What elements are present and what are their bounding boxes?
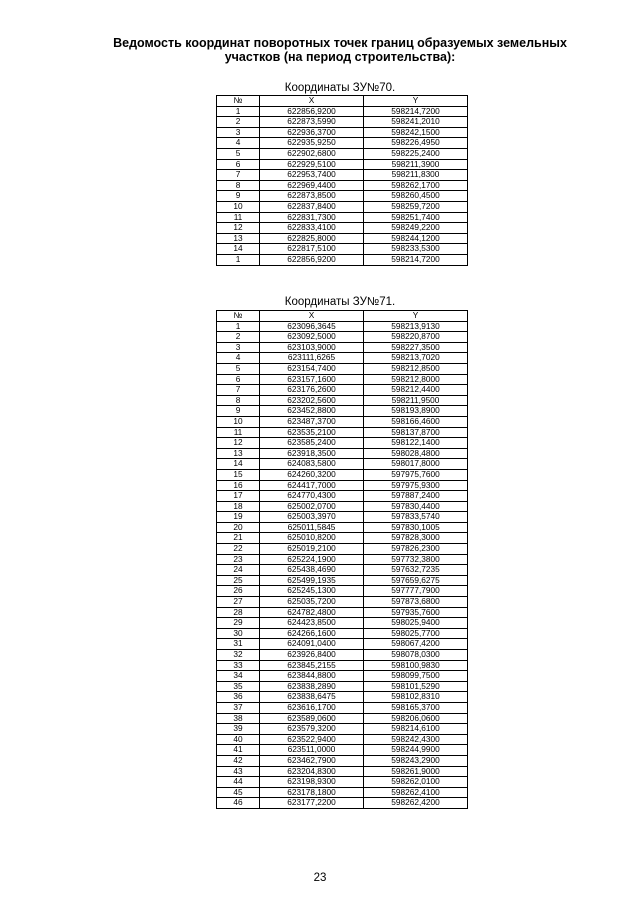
table-row — [217, 660, 468, 671]
point-number-cell: 10 — [217, 201, 260, 212]
y-coordinate-cell: 598017,8000 — [364, 459, 468, 470]
x-coordinate-cell: 623838,2890 — [260, 681, 364, 692]
table-row — [217, 332, 468, 343]
table-header-row — [217, 311, 468, 322]
y-coordinate-cell: 597873,6800 — [364, 597, 468, 608]
x-coordinate-cell: 623202,5600 — [260, 395, 364, 406]
table-row — [217, 138, 468, 149]
table-row — [217, 745, 468, 756]
point-number-cell: 4 — [217, 138, 260, 149]
table-row — [217, 106, 468, 117]
table-row — [217, 501, 468, 512]
table-row — [217, 363, 468, 374]
x-coordinate-cell: 623178,1800 — [260, 787, 364, 798]
table-row — [217, 755, 468, 766]
table-row — [217, 416, 468, 427]
point-number-cell: 44 — [217, 777, 260, 788]
point-number-cell: 23 — [217, 554, 260, 565]
x-coordinate-cell: 625224,1900 — [260, 554, 364, 565]
y-coordinate-cell: 598211,9500 — [364, 395, 468, 406]
y-coordinate-cell: 598243,2900 — [364, 755, 468, 766]
y-coordinate-cell: 598206,0600 — [364, 713, 468, 724]
point-number-cell: 22 — [217, 544, 260, 555]
table-row — [217, 777, 468, 788]
table-row — [217, 342, 468, 353]
table-row — [217, 650, 468, 661]
point-number-cell: 28 — [217, 607, 260, 618]
x-coordinate-cell: 623522,9400 — [260, 734, 364, 745]
table-row — [217, 491, 468, 502]
y-coordinate-cell: 598166,4600 — [364, 416, 468, 427]
x-coordinate-cell: 623096,3645 — [260, 321, 364, 332]
x-coordinate-cell: 623157,1600 — [260, 374, 364, 385]
y-coordinate-cell: 598241,2010 — [364, 117, 468, 128]
y-coordinate-cell: 598262,4200 — [364, 798, 468, 809]
point-number-cell: 9 — [217, 406, 260, 417]
table-row — [217, 607, 468, 618]
x-coordinate-cell: 623177,2200 — [260, 798, 364, 809]
point-number-cell: 3 — [217, 342, 260, 353]
y-coordinate-cell: 598028,4800 — [364, 448, 468, 459]
point-number-cell: 36 — [217, 692, 260, 703]
table-row — [217, 469, 468, 480]
point-number-cell: 43 — [217, 766, 260, 777]
table-caption-zu71: Координаты ЗУ№71. — [284, 296, 396, 308]
x-coordinate-cell: 623092,5000 — [260, 332, 364, 343]
point-number-cell: 1 — [217, 321, 260, 332]
x-coordinate-cell: 624782,4800 — [260, 607, 364, 618]
point-number-cell: 2 — [217, 117, 260, 128]
table-row — [217, 554, 468, 565]
point-number-cell: 18 — [217, 501, 260, 512]
table-row — [217, 233, 468, 244]
document-title — [90, 36, 590, 64]
table-row — [217, 798, 468, 809]
x-coordinate-cell: 625019,2100 — [260, 544, 364, 555]
point-number-cell: 13 — [217, 448, 260, 459]
x-coordinate-cell: 622935,9250 — [260, 138, 364, 149]
table-row — [217, 702, 468, 713]
point-number-cell: 21 — [217, 533, 260, 544]
point-number-cell: 46 — [217, 798, 260, 809]
x-coordinate-cell: 623198,9300 — [260, 777, 364, 788]
table-row — [217, 448, 468, 459]
point-number-cell: 35 — [217, 681, 260, 692]
table-row — [217, 586, 468, 597]
x-coordinate-cell: 622873,5990 — [260, 117, 364, 128]
y-coordinate-cell: 598165,3700 — [364, 702, 468, 713]
y-coordinate-cell: 598137,8700 — [364, 427, 468, 438]
x-coordinate-cell: 625002,0700 — [260, 501, 364, 512]
x-coordinate-cell: 623918,3500 — [260, 448, 364, 459]
y-coordinate-cell: 598067,4200 — [364, 639, 468, 650]
table-row — [217, 734, 468, 745]
x-coordinate-cell: 624417,7000 — [260, 480, 364, 491]
x-coordinate-cell: 624266,1600 — [260, 628, 364, 639]
table-row — [217, 427, 468, 438]
title-line-2: участков (на период строительства): — [224, 50, 456, 64]
x-coordinate-cell: 622929,5100 — [260, 159, 364, 170]
point-number-cell: 7 — [217, 170, 260, 181]
header-y: Y — [364, 96, 468, 107]
y-coordinate-cell: 598212,8000 — [364, 374, 468, 385]
point-number-cell: 38 — [217, 713, 260, 724]
point-number-cell: 5 — [217, 363, 260, 374]
y-coordinate-cell: 598193,8900 — [364, 406, 468, 417]
x-coordinate-cell: 625010,8200 — [260, 533, 364, 544]
coordinates-table-zu71 — [216, 310, 468, 809]
table-row — [217, 787, 468, 798]
x-coordinate-cell: 625003,3970 — [260, 512, 364, 523]
table-row — [217, 180, 468, 191]
y-coordinate-cell: 598099,7500 — [364, 671, 468, 682]
point-number-cell: 25 — [217, 575, 260, 586]
table-row — [217, 671, 468, 682]
x-coordinate-cell: 622833,4100 — [260, 223, 364, 234]
table-row — [217, 597, 468, 608]
x-coordinate-cell: 624260,3200 — [260, 469, 364, 480]
point-number-cell: 6 — [217, 374, 260, 385]
point-number-cell: 33 — [217, 660, 260, 671]
x-coordinate-cell: 625011,5845 — [260, 522, 364, 533]
y-coordinate-cell: 598214,6100 — [364, 724, 468, 735]
y-coordinate-cell: 598122,1400 — [364, 438, 468, 449]
point-number-cell: 16 — [217, 480, 260, 491]
point-number-cell: 19 — [217, 512, 260, 523]
x-coordinate-cell: 625499,1935 — [260, 575, 364, 586]
point-number-cell: 45 — [217, 787, 260, 798]
point-number-cell: 20 — [217, 522, 260, 533]
y-coordinate-cell: 597777,7900 — [364, 586, 468, 597]
point-number-cell: 3 — [217, 127, 260, 138]
table-row — [217, 628, 468, 639]
x-coordinate-cell: 622856,9200 — [260, 254, 364, 265]
table-row — [217, 244, 468, 255]
coordinates-table-zu70 — [216, 95, 468, 266]
x-coordinate-cell: 623204,8300 — [260, 766, 364, 777]
header-number: № — [217, 96, 260, 107]
y-coordinate-cell: 598262,1700 — [364, 180, 468, 191]
point-number-cell: 1 — [217, 254, 260, 265]
y-coordinate-cell: 598249,2200 — [364, 223, 468, 234]
point-number-cell: 15 — [217, 469, 260, 480]
x-coordinate-cell: 623487,3700 — [260, 416, 364, 427]
y-coordinate-cell: 598102,8310 — [364, 692, 468, 703]
point-number-cell: 24 — [217, 565, 260, 576]
y-coordinate-cell: 598225,2400 — [364, 148, 468, 159]
y-coordinate-cell: 597632,7235 — [364, 565, 468, 576]
point-number-cell: 27 — [217, 597, 260, 608]
point-number-cell: 5 — [217, 148, 260, 159]
title-line-1: Ведомость координат поворотных точек границ образуемых земельных — [113, 36, 567, 50]
y-coordinate-cell: 598242,1500 — [364, 127, 468, 138]
x-coordinate-cell: 625035,7200 — [260, 597, 364, 608]
y-coordinate-cell: 598233,5300 — [364, 244, 468, 255]
table-row — [217, 374, 468, 385]
y-coordinate-cell: 597833,5740 — [364, 512, 468, 523]
y-coordinate-cell: 598244,1200 — [364, 233, 468, 244]
table-row — [217, 459, 468, 470]
x-coordinate-cell: 623176,2600 — [260, 385, 364, 396]
table-row — [217, 353, 468, 364]
table-row — [217, 117, 468, 128]
table-row — [217, 212, 468, 223]
point-number-cell: 34 — [217, 671, 260, 682]
table-row — [217, 223, 468, 234]
y-coordinate-cell: 598214,7200 — [364, 106, 468, 117]
table-row — [217, 618, 468, 629]
point-number-cell: 11 — [217, 427, 260, 438]
y-coordinate-cell: 598262,0100 — [364, 777, 468, 788]
point-number-cell: 14 — [217, 244, 260, 255]
x-coordinate-cell: 623154,7400 — [260, 363, 364, 374]
table-row — [217, 480, 468, 491]
x-coordinate-cell: 622902,6800 — [260, 148, 364, 159]
point-number-cell: 40 — [217, 734, 260, 745]
y-coordinate-cell: 598261,9000 — [364, 766, 468, 777]
point-number-cell: 32 — [217, 650, 260, 661]
header-number: № — [217, 311, 260, 322]
table-row — [217, 512, 468, 523]
table-row — [217, 406, 468, 417]
header-x: X — [260, 311, 364, 322]
point-number-cell: 1 — [217, 106, 260, 117]
y-coordinate-cell: 598101,5290 — [364, 681, 468, 692]
y-coordinate-cell: 597830,4400 — [364, 501, 468, 512]
point-number-cell: 13 — [217, 233, 260, 244]
table-row — [217, 639, 468, 650]
point-number-cell: 17 — [217, 491, 260, 502]
y-coordinate-cell: 597975,7600 — [364, 469, 468, 480]
x-coordinate-cell: 623579,3200 — [260, 724, 364, 735]
table-row — [217, 395, 468, 406]
x-coordinate-cell: 622831,7300 — [260, 212, 364, 223]
y-coordinate-cell: 597975,9300 — [364, 480, 468, 491]
header-y: Y — [364, 311, 468, 322]
y-coordinate-cell: 598211,3900 — [364, 159, 468, 170]
table-row — [217, 170, 468, 181]
y-coordinate-cell: 597659,6275 — [364, 575, 468, 586]
y-coordinate-cell: 598211,8300 — [364, 170, 468, 181]
x-coordinate-cell: 624091,0400 — [260, 639, 364, 650]
x-coordinate-cell: 623462,7900 — [260, 755, 364, 766]
table-row — [217, 159, 468, 170]
page-number: 23 — [313, 872, 327, 884]
x-coordinate-cell: 622873,8500 — [260, 191, 364, 202]
point-number-cell: 14 — [217, 459, 260, 470]
y-coordinate-cell: 597732,3800 — [364, 554, 468, 565]
y-coordinate-cell: 597826,2300 — [364, 544, 468, 555]
y-coordinate-cell: 598220,8700 — [364, 332, 468, 343]
table-row — [217, 544, 468, 555]
y-coordinate-cell: 598242,4300 — [364, 734, 468, 745]
table-row — [217, 522, 468, 533]
table-row — [217, 191, 468, 202]
y-coordinate-cell: 598025,7700 — [364, 628, 468, 639]
y-coordinate-cell: 598212,4400 — [364, 385, 468, 396]
x-coordinate-cell: 622936,3700 — [260, 127, 364, 138]
x-coordinate-cell: 623452,8800 — [260, 406, 364, 417]
point-number-cell: 12 — [217, 438, 260, 449]
table-row — [217, 254, 468, 265]
point-number-cell: 8 — [217, 395, 260, 406]
y-coordinate-cell: 597830,1005 — [364, 522, 468, 533]
header-x: X — [260, 96, 364, 107]
point-number-cell: 7 — [217, 385, 260, 396]
point-number-cell: 12 — [217, 223, 260, 234]
point-number-cell: 39 — [217, 724, 260, 735]
table-header-row — [217, 96, 468, 107]
x-coordinate-cell: 623585,2400 — [260, 438, 364, 449]
table-row — [217, 766, 468, 777]
x-coordinate-cell: 623838,6475 — [260, 692, 364, 703]
x-coordinate-cell: 625438,4690 — [260, 565, 364, 576]
x-coordinate-cell: 623535,2100 — [260, 427, 364, 438]
x-coordinate-cell: 622953,7400 — [260, 170, 364, 181]
point-number-cell: 9 — [217, 191, 260, 202]
table-row — [217, 713, 468, 724]
point-number-cell: 8 — [217, 180, 260, 191]
y-coordinate-cell: 598244,9900 — [364, 745, 468, 756]
y-coordinate-cell: 598214,7200 — [364, 254, 468, 265]
table-row — [217, 148, 468, 159]
x-coordinate-cell: 623111,6265 — [260, 353, 364, 364]
y-coordinate-cell: 598213,9130 — [364, 321, 468, 332]
point-number-cell: 26 — [217, 586, 260, 597]
y-coordinate-cell: 598212,8500 — [364, 363, 468, 374]
table-caption-zu70: Координаты ЗУ№70. — [284, 82, 396, 94]
point-number-cell: 6 — [217, 159, 260, 170]
table-row — [217, 321, 468, 332]
y-coordinate-cell: 597935,7600 — [364, 607, 468, 618]
point-number-cell: 37 — [217, 702, 260, 713]
point-number-cell: 41 — [217, 745, 260, 756]
table-row — [217, 127, 468, 138]
point-number-cell: 10 — [217, 416, 260, 427]
x-coordinate-cell: 623616,1700 — [260, 702, 364, 713]
x-coordinate-cell: 623844,8800 — [260, 671, 364, 682]
point-number-cell: 31 — [217, 639, 260, 650]
table-row — [217, 724, 468, 735]
table-row — [217, 438, 468, 449]
y-coordinate-cell: 598025,9400 — [364, 618, 468, 629]
y-coordinate-cell: 598227,3500 — [364, 342, 468, 353]
x-coordinate-cell: 625245,1300 — [260, 586, 364, 597]
y-coordinate-cell: 598262,4100 — [364, 787, 468, 798]
x-coordinate-cell: 623845,2155 — [260, 660, 364, 671]
point-number-cell: 4 — [217, 353, 260, 364]
x-coordinate-cell: 623589,0600 — [260, 713, 364, 724]
x-coordinate-cell: 624083,5800 — [260, 459, 364, 470]
x-coordinate-cell: 622825,8000 — [260, 233, 364, 244]
x-coordinate-cell: 623103,9000 — [260, 342, 364, 353]
x-coordinate-cell: 622856,9200 — [260, 106, 364, 117]
point-number-cell: 11 — [217, 212, 260, 223]
x-coordinate-cell: 622817,5100 — [260, 244, 364, 255]
table-row — [217, 201, 468, 212]
point-number-cell: 29 — [217, 618, 260, 629]
y-coordinate-cell: 597828,3000 — [364, 533, 468, 544]
y-coordinate-cell: 597887,2400 — [364, 491, 468, 502]
y-coordinate-cell: 598251,7400 — [364, 212, 468, 223]
y-coordinate-cell: 598260,4500 — [364, 191, 468, 202]
point-number-cell: 42 — [217, 755, 260, 766]
x-coordinate-cell: 624423,8500 — [260, 618, 364, 629]
table-row — [217, 565, 468, 576]
x-coordinate-cell: 623511,0000 — [260, 745, 364, 756]
x-coordinate-cell: 624770,4300 — [260, 491, 364, 502]
point-number-cell: 30 — [217, 628, 260, 639]
point-number-cell: 2 — [217, 332, 260, 343]
x-coordinate-cell: 623926,8400 — [260, 650, 364, 661]
y-coordinate-cell: 598078,0300 — [364, 650, 468, 661]
table-row — [217, 575, 468, 586]
table-row — [217, 385, 468, 396]
table-row — [217, 692, 468, 703]
x-coordinate-cell: 622969,4400 — [260, 180, 364, 191]
y-coordinate-cell: 598226,4950 — [364, 138, 468, 149]
y-coordinate-cell: 598100,9830 — [364, 660, 468, 671]
x-coordinate-cell: 622837,8400 — [260, 201, 364, 212]
y-coordinate-cell: 598259,7200 — [364, 201, 468, 212]
table-row — [217, 681, 468, 692]
y-coordinate-cell: 598213,7020 — [364, 353, 468, 364]
table-row — [217, 533, 468, 544]
